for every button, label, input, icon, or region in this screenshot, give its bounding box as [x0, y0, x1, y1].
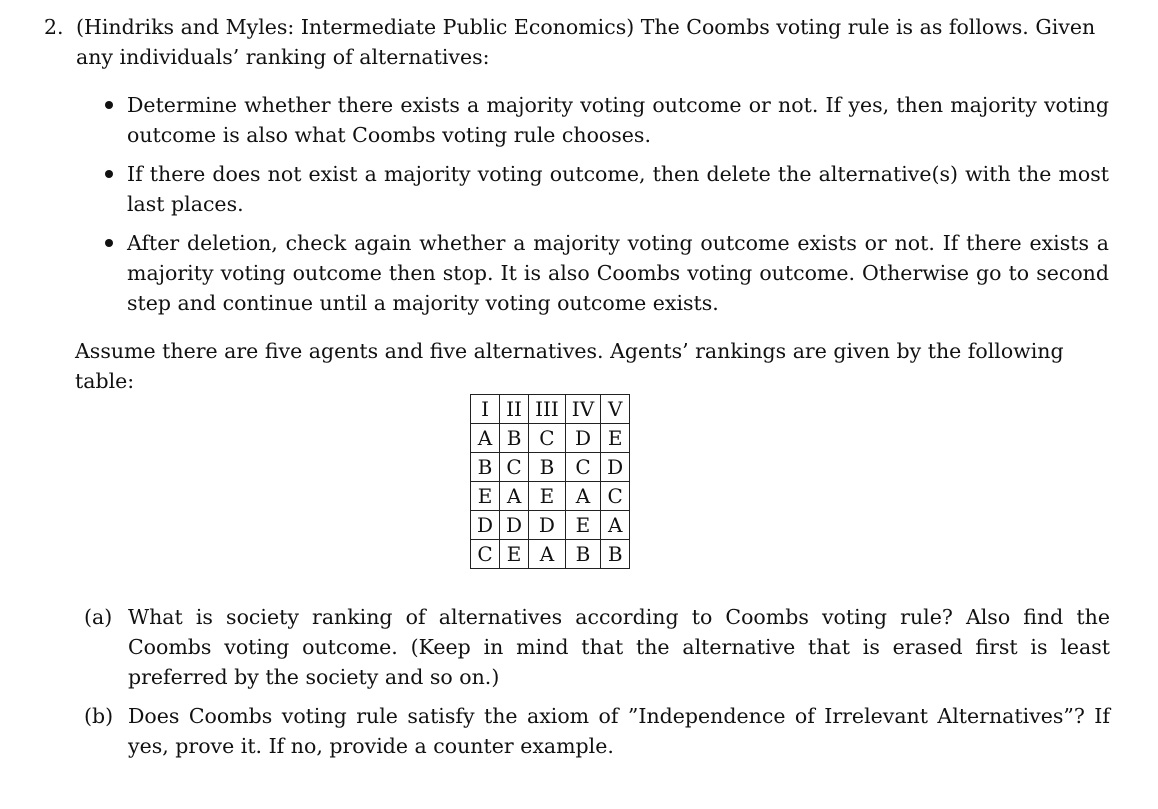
question-a — [84, 602, 1110, 692]
table-header-cell: II — [500, 395, 529, 424]
table-row — [471, 453, 630, 482]
rule-step-text: Determine whether there exists a majority voting outcome or not. If yes, then majority voting outcome is also what Coombs voting rule chooses. — [127, 93, 1109, 147]
bullet-icon — [105, 239, 113, 247]
table-cell: E — [601, 424, 630, 453]
table-row — [471, 424, 630, 453]
table-cell: D — [471, 511, 500, 540]
table-cell: B — [471, 453, 500, 482]
table-cell: B — [601, 540, 630, 569]
table-cell: E — [500, 540, 529, 569]
rankings-table — [470, 394, 630, 569]
table-header-cell: I — [471, 395, 500, 424]
question-label: (a) — [84, 605, 113, 629]
problem-intro-line2: any individuals’ ranking of alternatives: — [76, 45, 490, 69]
table-cell: A — [471, 424, 500, 453]
table-row — [471, 511, 630, 540]
table-cell: A — [601, 511, 630, 540]
rule-steps-list — [103, 90, 1109, 327]
bullet-icon — [105, 170, 113, 178]
table-row — [471, 540, 630, 569]
rule-step — [103, 159, 1109, 219]
bullet-icon — [105, 101, 113, 109]
table-cell: C — [529, 424, 566, 453]
table-cell: B — [529, 453, 566, 482]
table-cell: C — [471, 540, 500, 569]
rule-step — [103, 228, 1109, 318]
rule-step-text: If there does not exist a majority voting outcome, then delete the alternative(s) with the most last places. — [127, 162, 1109, 216]
table-header-cell: IV — [565, 395, 600, 424]
problem-number: 2. — [44, 15, 64, 39]
table-cell: D — [565, 424, 600, 453]
table-header-cell: III — [529, 395, 566, 424]
table-cell: E — [565, 511, 600, 540]
table-header-cell: V — [601, 395, 630, 424]
table-cell: E — [471, 482, 500, 511]
rule-step-text: After deletion, check again whether a majority voting outcome exists or not. If there exists a majority voting outcome then stop. It is also Coombs voting outcome. Otherwise go to second step and continue until a majority voting outcome exists. — [127, 231, 1109, 315]
questions-list — [84, 602, 1110, 770]
question-text: Does Coombs voting rule satisfy the axiom of ”Independence of Irrelevant Alternatives”? If yes, prove it. If no, provide a counter example. — [128, 704, 1110, 758]
table-cell: B — [500, 424, 529, 453]
assumption-text: Assume there are five agents and five alternatives. Agents’ rankings are given by the following table: — [75, 339, 1064, 393]
table-cell: D — [601, 453, 630, 482]
table-cell: C — [500, 453, 529, 482]
table-cell: B — [565, 540, 600, 569]
table-cell: C — [565, 453, 600, 482]
question-b — [84, 701, 1110, 761]
question-text: What is society ranking of alternatives according to Coombs voting rule? Also find the Coombs voting outcome. (Keep in mind that the alternative that is erased first is least preferred by the society and so on.) — [128, 605, 1110, 689]
problem-statement — [44, 12, 1114, 72]
table-row — [471, 482, 630, 511]
rule-step — [103, 90, 1109, 150]
question-label: (b) — [84, 704, 114, 728]
table-cell: A — [565, 482, 600, 511]
table-cell: A — [500, 482, 529, 511]
table-cell: C — [601, 482, 630, 511]
table-cell: A — [529, 540, 566, 569]
problem-intro-line1: (Hindriks and Myles: Intermediate Public Economics) The Coombs voting rule is as follows. Given — [76, 15, 1096, 39]
problem-first-line — [44, 12, 1114, 42]
table-cell: E — [529, 482, 566, 511]
table-header-row — [471, 395, 630, 424]
table-cell: D — [529, 511, 566, 540]
table-cell: D — [500, 511, 529, 540]
